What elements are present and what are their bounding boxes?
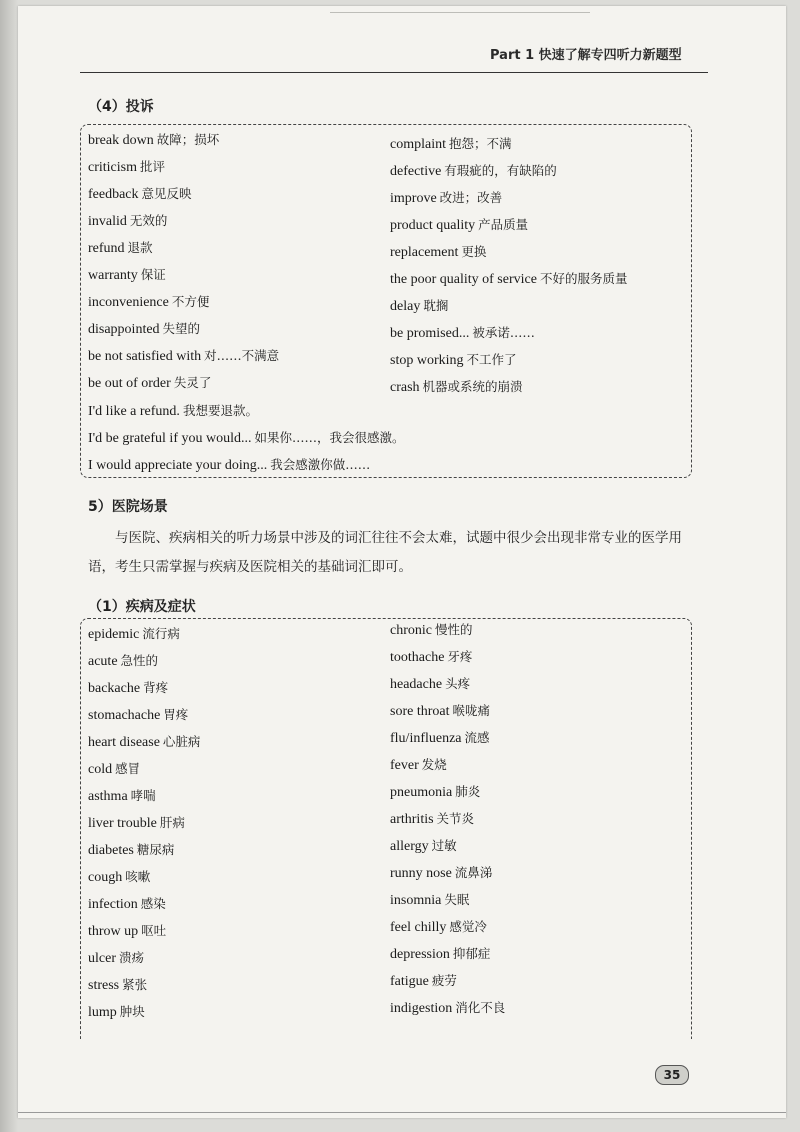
vocab-english: defective <box>390 164 442 179</box>
vocab-english: complaint <box>390 137 446 152</box>
vocab-entry <box>390 670 505 697</box>
vocab-chinese: 喉咙痛 <box>452 703 490 718</box>
vocab-entry <box>88 424 405 451</box>
vocab-chinese: 咳嗽 <box>125 869 151 884</box>
vocab-entry <box>88 207 279 234</box>
disease-heading: （1）疾病及症状 <box>88 599 196 615</box>
vocab-chinese: 有瑕疵的，有缺陷的 <box>444 163 557 178</box>
vocab-entry <box>390 832 505 859</box>
vocab-chinese: 被承诺…… <box>472 325 535 340</box>
vocab-english: break down <box>88 133 154 148</box>
vocab-chinese: 故障；损坏 <box>156 132 220 147</box>
vocab-english: warranty <box>88 268 138 283</box>
vocab-english: allergy <box>390 839 429 854</box>
vocab-entry <box>390 319 627 346</box>
vocab-english: headache <box>390 677 443 692</box>
vocab-chinese: 糖尿病 <box>136 842 175 857</box>
vocab-english: invalid <box>88 214 127 229</box>
vocab-chinese: 慢性的 <box>434 622 473 637</box>
vocab-entry <box>88 998 200 1025</box>
vocab-entry <box>390 643 505 670</box>
vocab-chinese: 机器或系统的崩溃 <box>422 379 523 394</box>
vocab-english: feel chilly <box>390 920 447 935</box>
vocab-entry <box>390 805 505 832</box>
vocab-chinese: 感染 <box>140 896 166 911</box>
vocab-english: backache <box>88 681 141 696</box>
vocab-entry <box>88 234 279 261</box>
vocab-english: be not satisfied with <box>88 349 202 364</box>
complaint-right-column <box>390 130 627 400</box>
vocab-chinese: 不工作了 <box>466 352 517 367</box>
vocab-entry <box>390 292 627 319</box>
vocab-entry <box>88 674 200 701</box>
vocab-english: be out of order <box>88 376 171 391</box>
vocab-entry <box>390 778 505 805</box>
vocab-entry <box>88 917 200 944</box>
vocab-entry <box>390 913 505 940</box>
complaint-heading: （4）投诉 <box>88 99 154 115</box>
vocab-english: replacement <box>390 245 459 260</box>
vocab-entry <box>88 755 200 782</box>
hospital-heading: 5）医院场景 <box>88 499 168 515</box>
vocab-english: flu/influenza <box>390 731 462 746</box>
vocab-entry <box>390 130 627 157</box>
vocab-english: insomnia <box>390 893 442 908</box>
vocab-chinese: 抑郁症 <box>452 946 491 961</box>
vocab-entry <box>88 863 200 890</box>
vocab-entry <box>390 211 627 238</box>
vocab-chinese: 我会感激你做…… <box>270 457 371 472</box>
vocab-chinese: 流鼻涕 <box>454 865 493 880</box>
vocab-entry <box>390 265 627 292</box>
vocab-chinese: 流行病 <box>142 626 180 641</box>
vocab-english: sore throat <box>390 704 450 719</box>
vocab-english: fever <box>390 758 419 773</box>
vocab-english: I'd like a refund. <box>88 404 180 419</box>
vocab-chinese: 保证 <box>140 267 166 282</box>
vocab-chinese: 如果你……，我会很感激。 <box>254 430 405 445</box>
vocab-chinese: 产品质量 <box>478 217 529 232</box>
vocab-entry <box>390 697 505 724</box>
vocab-english: throw up <box>88 924 139 939</box>
vocab-chinese: 改进；改善 <box>439 190 503 205</box>
vocab-entry <box>88 451 405 478</box>
vocab-entry <box>88 647 200 674</box>
vocab-entry <box>88 782 200 809</box>
vocab-english: stop working <box>390 353 464 368</box>
vocab-english: refund <box>88 241 125 256</box>
vocab-entry <box>88 944 200 971</box>
vocab-chinese: 背疼 <box>143 680 169 695</box>
bottom-rule <box>18 1112 786 1113</box>
vocab-entry <box>88 836 200 863</box>
vocab-entry <box>390 886 505 913</box>
vocab-english: I would appreciate your doing... <box>88 458 268 473</box>
vocab-chinese: 胃疼 <box>163 707 189 722</box>
vocab-english: be promised... <box>390 326 470 341</box>
vocab-chinese: 紧张 <box>122 977 148 992</box>
top-rule <box>330 12 590 13</box>
header-rule <box>80 72 708 73</box>
vocab-chinese: 肺炎 <box>455 784 481 799</box>
vocab-chinese: 流感 <box>464 730 490 745</box>
vocab-entry <box>88 890 200 917</box>
vocab-chinese: 感冒 <box>115 761 141 776</box>
page-number: 35 <box>655 1065 689 1085</box>
vocab-entry <box>390 751 505 778</box>
vocab-english: crash <box>390 380 420 395</box>
vocab-chinese: 意见反映 <box>141 186 192 201</box>
vocab-english: I'd be grateful if you would... <box>88 431 252 446</box>
vocab-english: runny nose <box>390 866 452 881</box>
vocab-chinese: 退款 <box>127 240 153 255</box>
vocab-entry <box>390 184 627 211</box>
vocab-english: depression <box>390 947 450 962</box>
vocab-chinese: 溃疡 <box>118 950 144 965</box>
vocab-chinese: 感觉冷 <box>449 919 487 934</box>
vocab-chinese: 牙疼 <box>447 649 473 664</box>
vocab-english: disappointed <box>88 322 160 337</box>
vocab-entry <box>390 859 505 886</box>
vocab-english: heart disease <box>88 735 160 750</box>
vocab-entry <box>88 728 200 755</box>
vocab-entry <box>390 967 505 994</box>
vocab-english: acute <box>88 654 118 669</box>
vocab-english: toothache <box>390 650 445 665</box>
vocab-entry <box>88 369 279 396</box>
vocab-entry <box>88 261 279 288</box>
vocab-english: liver trouble <box>88 816 157 831</box>
vocab-english: asthma <box>88 789 128 804</box>
page-binding-shadow <box>0 0 18 1132</box>
complaint-left-column <box>88 126 279 396</box>
vocab-entry <box>88 809 200 836</box>
vocab-entry <box>88 126 279 153</box>
vocab-entry <box>390 373 627 400</box>
vocab-chinese: 肝病 <box>159 815 185 830</box>
vocab-english: feedback <box>88 187 139 202</box>
vocab-chinese: 头疼 <box>445 676 471 691</box>
vocab-chinese: 我想要退款。 <box>182 403 258 418</box>
vocab-english: pneumonia <box>390 785 453 800</box>
vocab-entry <box>390 994 505 1021</box>
vocab-chinese: 发烧 <box>421 757 447 772</box>
vocab-english: the poor quality of service <box>390 272 537 287</box>
vocab-chinese: 过敏 <box>431 838 457 853</box>
vocab-entry <box>88 342 279 369</box>
vocab-entry <box>88 288 279 315</box>
vocab-chinese: 急性的 <box>120 653 159 668</box>
vocab-chinese: 失望的 <box>162 321 201 336</box>
vocab-chinese: 更换 <box>461 244 487 259</box>
disease-right-column <box>390 616 505 1021</box>
vocab-chinese: 关节炎 <box>436 811 475 826</box>
vocab-english: stress <box>88 978 120 993</box>
vocab-chinese: 批评 <box>140 159 166 174</box>
vocab-entry <box>88 180 279 207</box>
vocab-english: product quality <box>390 218 476 233</box>
vocab-chinese: 呕吐 <box>141 923 167 938</box>
vocab-chinese: 无效的 <box>129 213 168 228</box>
vocab-english: cold <box>88 762 113 777</box>
vocab-entry <box>390 940 505 967</box>
vocab-english: indigestion <box>390 1001 453 1016</box>
vocab-entry <box>88 397 405 424</box>
vocab-english: delay <box>390 299 421 314</box>
vocab-english: fatigue <box>390 974 429 989</box>
vocab-english: ulcer <box>88 951 116 966</box>
vocab-entry <box>390 724 505 751</box>
vocab-english: cough <box>88 870 123 885</box>
vocab-entry <box>390 346 627 373</box>
vocab-english: infection <box>88 897 138 912</box>
vocab-entry <box>88 701 200 728</box>
complaint-sentence-list <box>88 397 405 478</box>
vocab-entry <box>390 157 627 184</box>
running-header: Part 1 快速了解专四听力新题型 <box>490 48 682 63</box>
vocab-english: improve <box>390 191 437 206</box>
vocab-entry <box>88 971 200 998</box>
vocab-chinese: 失灵了 <box>173 375 212 390</box>
vocab-chinese: 不方便 <box>171 294 210 309</box>
vocab-chinese: 哮喘 <box>130 788 156 803</box>
vocab-chinese: 抱怨；不满 <box>449 136 512 151</box>
vocab-entry <box>390 238 627 265</box>
vocab-english: chronic <box>390 623 432 638</box>
vocab-chinese: 消化不良 <box>455 1000 506 1015</box>
vocab-entry <box>88 315 279 342</box>
hospital-paragraph: 与医院、疾病相关的听力场景中涉及的词汇往往不会太难，试题中很少会出现非常专业的医学用语，考生只需掌握与疾病及医院相关的基础词汇即可。 <box>88 530 682 575</box>
vocab-english: stomachache <box>88 708 161 723</box>
vocab-entry <box>88 153 279 180</box>
vocab-english: epidemic <box>88 627 140 642</box>
vocab-chinese: 耽搁 <box>423 298 449 313</box>
vocab-english: diabetes <box>88 843 134 858</box>
vocab-entry <box>390 616 505 643</box>
vocab-entry <box>88 620 200 647</box>
disease-left-column <box>88 620 200 1025</box>
vocab-chinese: 失眠 <box>444 892 470 907</box>
vocab-chinese: 心脏病 <box>162 734 201 749</box>
vocab-chinese: 对……不满意 <box>204 348 280 363</box>
vocab-english: inconvenience <box>88 295 169 310</box>
vocab-chinese: 肿块 <box>119 1004 145 1019</box>
vocab-english: criticism <box>88 160 137 175</box>
vocab-chinese: 不好的服务质量 <box>539 271 628 286</box>
vocab-english: lump <box>88 1005 117 1020</box>
vocab-english: arthritis <box>390 812 434 827</box>
vocab-chinese: 疲劳 <box>431 973 457 988</box>
